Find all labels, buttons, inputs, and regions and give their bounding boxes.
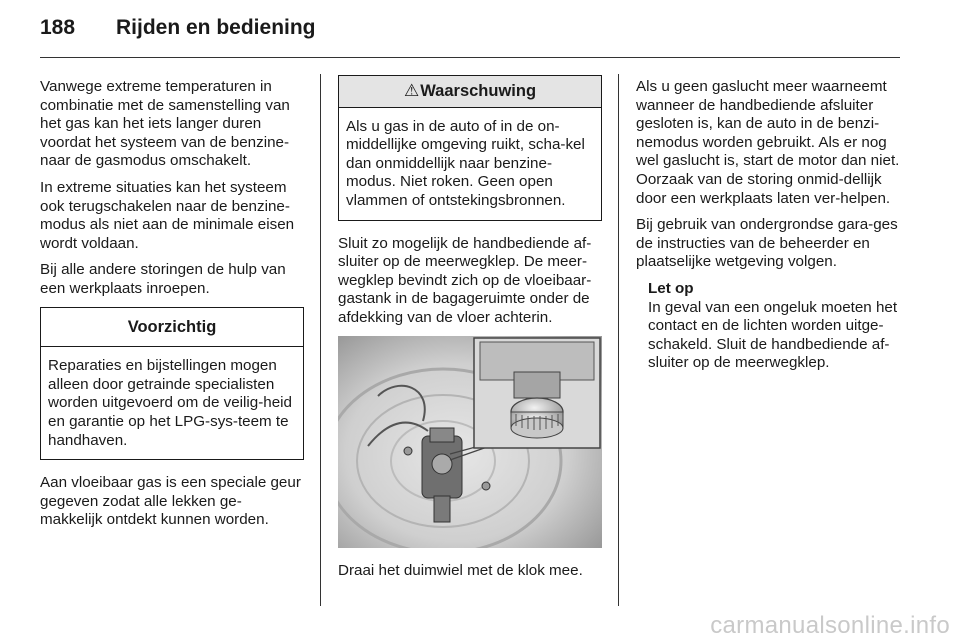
warning-body: Als u gas in de auto of in de on-middellijke omgeving ruikt, scha-kel dan onmiddellijk naar benzine-modus. Niet roken. Geen open vlammen of ontstekingsbronnen. bbox=[346, 117, 585, 209]
paragraph: Bij alle andere storingen de hulp van een werkplaats inroepen. bbox=[40, 261, 286, 297]
warning-title: Waarschuwing bbox=[420, 82, 537, 100]
note-body: In geval van een ongeluk moeten het contact en de lichten worden uitge-schakeld. Sluit de handbediende af-sluiter op de meerwegklep. bbox=[648, 298, 898, 372]
column-2 bbox=[338, 78, 602, 588]
warning-header bbox=[339, 76, 601, 108]
paragraph: In extreme situaties kan het systeem ook terugschakelen naar de benzine-modus als niet aan de minimale eisen wordt voldaan. bbox=[40, 178, 295, 252]
caution-box bbox=[40, 307, 304, 461]
note-block bbox=[636, 280, 902, 373]
header-rule bbox=[40, 57, 900, 58]
caution-body: Reparaties en bijstellingen mogen alleen door getrainde specialisten worden uitgevoerd om de veilig-heid en garantie op het LPG-sys-teem te handhaven. bbox=[48, 357, 292, 449]
paragraph: Als u geen gaslucht meer waarneemt wanneer de handbediende afsluiter gesloten is, kan de auto in de benzi-nemodus worden gebruikt. Als er nog wel gaslucht is, start de motor dan niet. Oorzaak van de storing onmid-dellijk door een werkplaats laten ver-helpen. bbox=[636, 78, 900, 207]
paragraph: Sluit zo mogelijk de handbediende af-sluiter op de meerwegklep. De meer-wegklep bevindt zich op de vloeibaar-gastank in de bagageruimte onder de afdekking van de vloer achterin. bbox=[338, 234, 592, 326]
warning-box bbox=[338, 75, 602, 221]
caution-title: Voorzichtig bbox=[41, 308, 303, 348]
paragraph: Vanwege extreme temperaturen in combinatie met de samenstelling van het gas kan het iets langer duren voordat het systeem van de benzine-naar de gasmodus omschakelt. bbox=[40, 78, 290, 170]
column-divider-1 bbox=[320, 74, 321, 606]
page-number: 188 bbox=[40, 16, 76, 39]
watermark: carmanualsonline.info bbox=[710, 612, 950, 639]
figure-caption: Draai het duimwiel met de klok mee. bbox=[338, 561, 583, 579]
paragraph: Bij gebruik van ondergrondse gara-ges de instructies van de beheerder en plaatselijke wetgeving volgen. bbox=[636, 216, 898, 271]
warning-triangle-icon: ⚠ bbox=[403, 81, 420, 100]
note-title: Let op bbox=[648, 279, 694, 297]
column-divider-2 bbox=[618, 74, 619, 606]
column-3 bbox=[636, 78, 902, 373]
chapter-title: Rijden en bediening bbox=[116, 16, 316, 39]
paragraph: Aan vloeibaar gas is een speciale geur gegeven zodat alle lekken ge-makkelijk ontdekt kunnen worden. bbox=[40, 474, 301, 529]
valve-illustration bbox=[338, 336, 602, 548]
column-1 bbox=[40, 78, 304, 538]
